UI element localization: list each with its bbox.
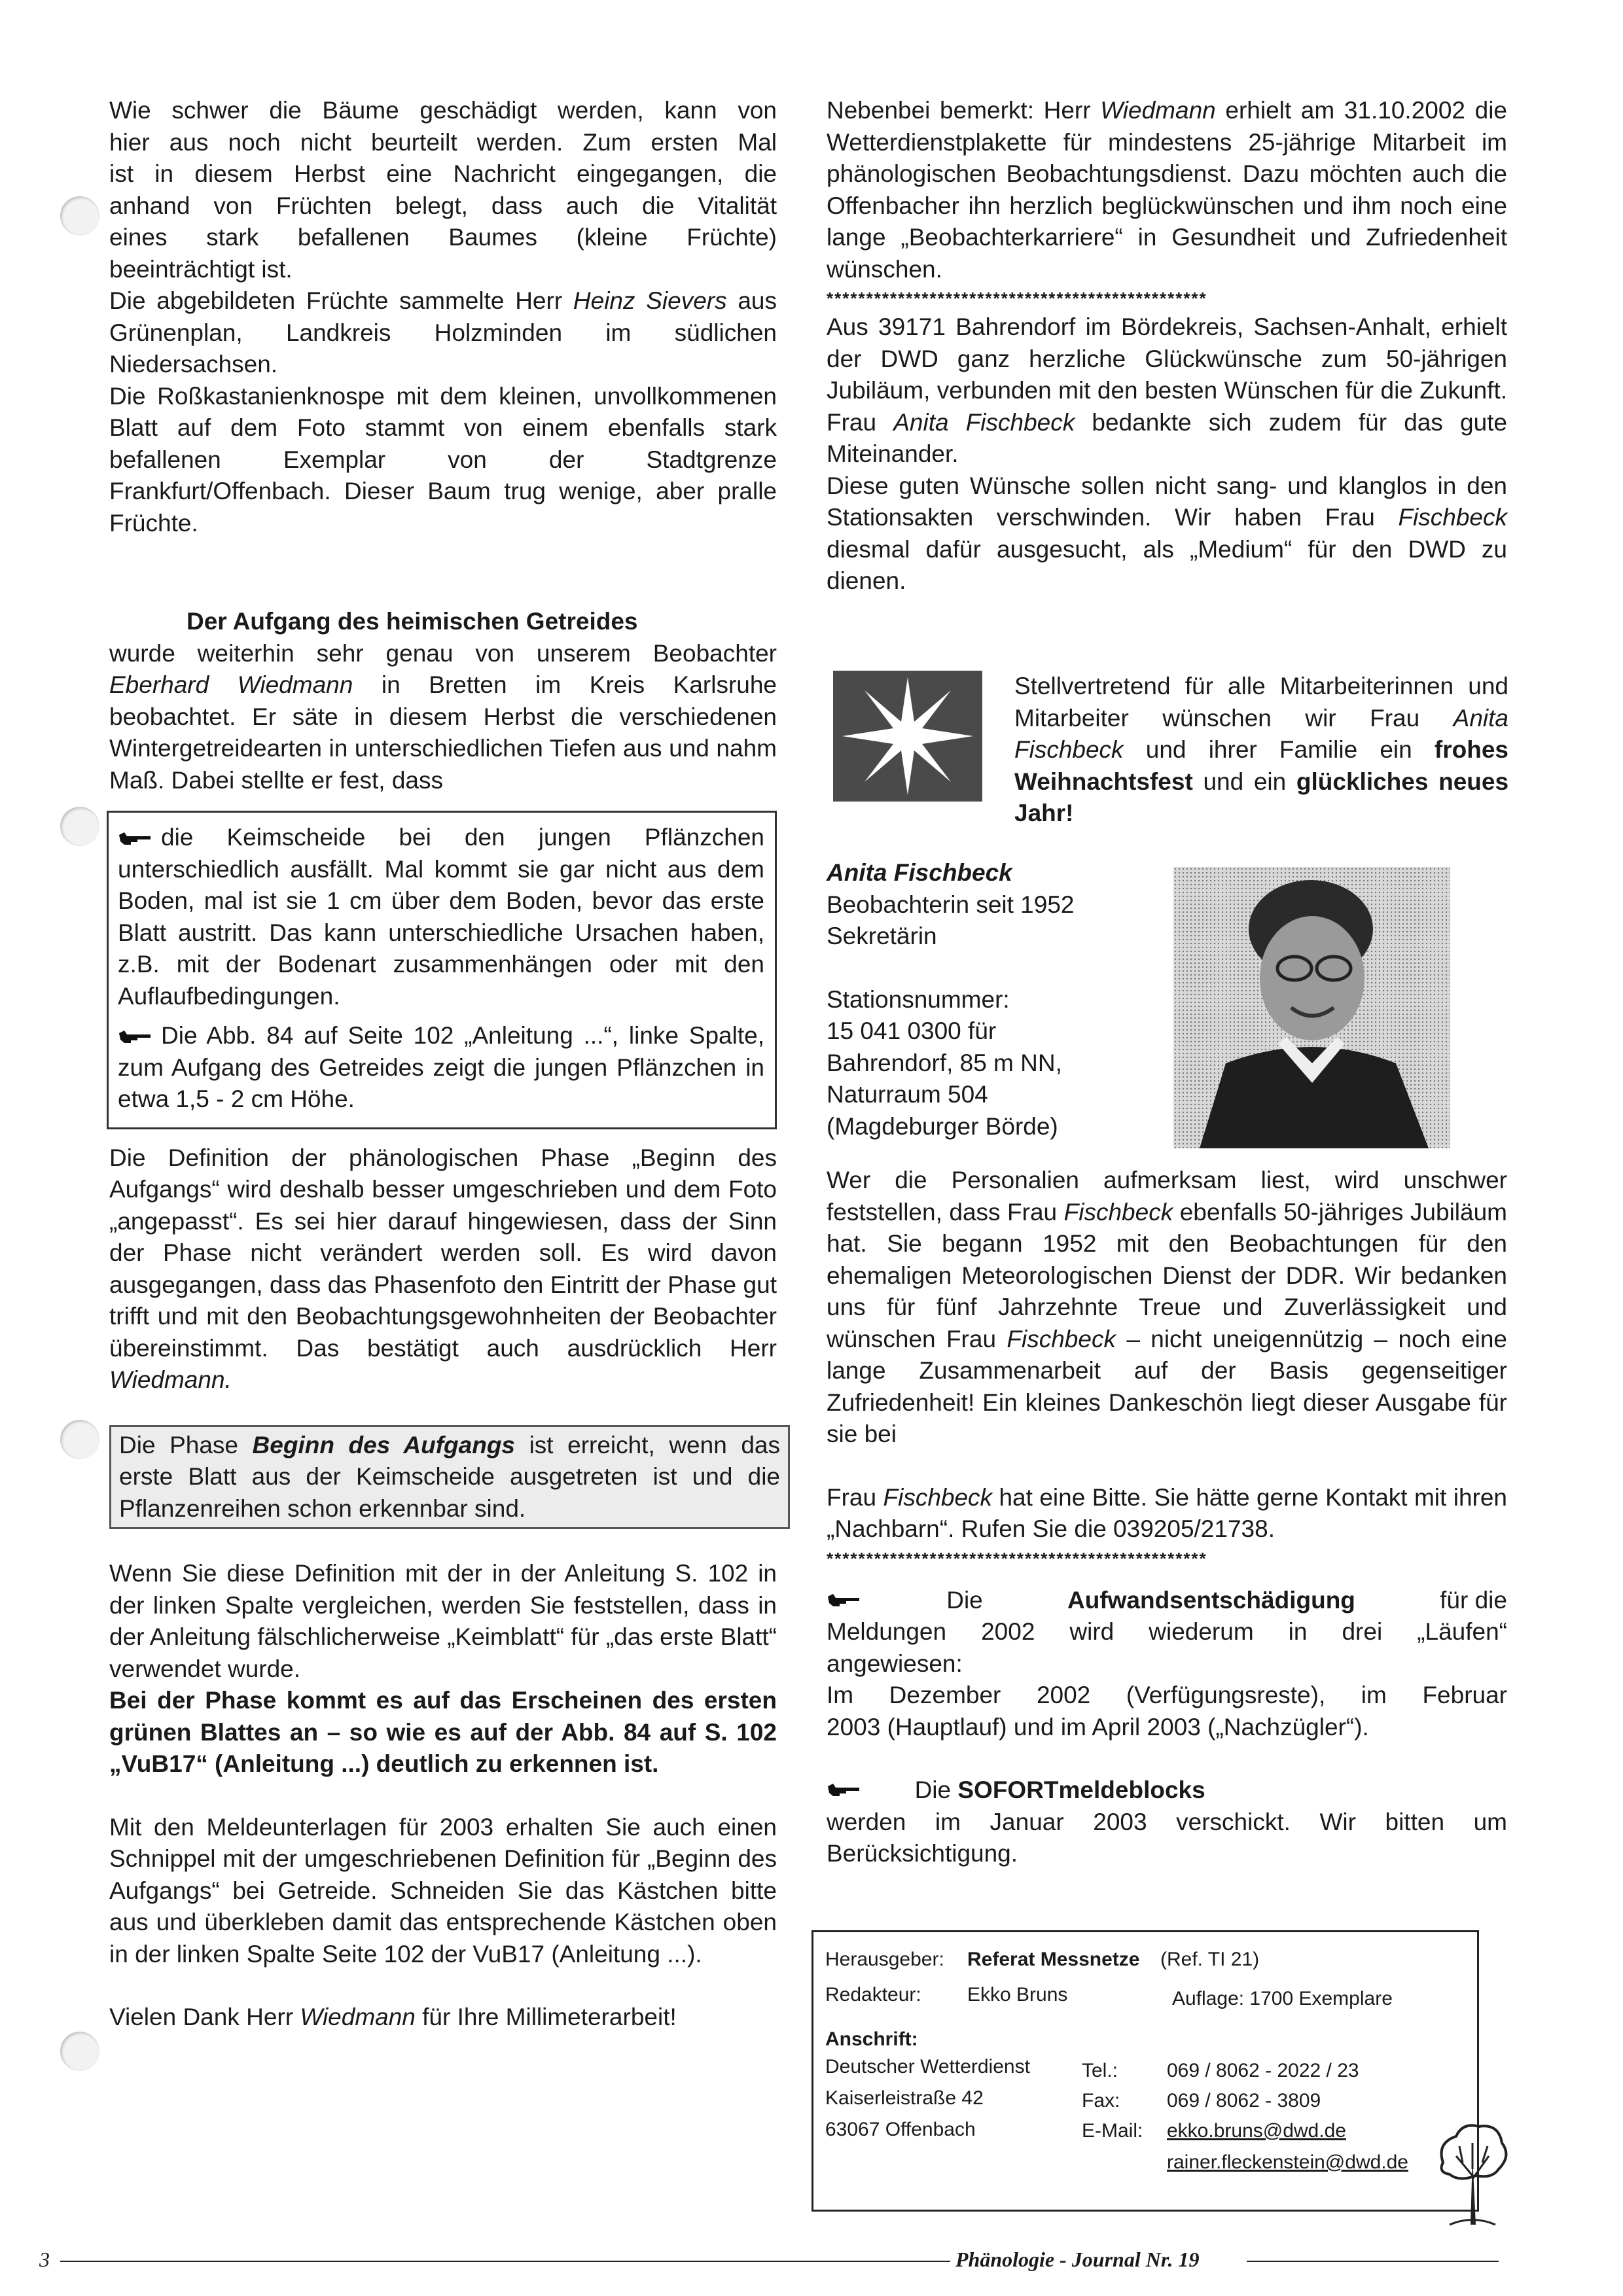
phase-name: Beginn des Aufgangs	[252, 1431, 516, 1458]
person-name: Fischbeck	[1063, 1198, 1173, 1226]
paragraph-bold: Bei der Phase kommt es auf das Erscheinen des ersten grünen Blattes an – so wie es auf der Abb. 84 auf S. 102 „VuB17“ (Anleitung ...) deutlich zu erkennen ist.	[109, 1687, 777, 1777]
left-column	[109, 95, 780, 2034]
phase-definition-box: Die Phase Beginn des Aufgangs ist erreicht, wenn das erste Blatt aus der Keimscheide ausgetreten ist und die Pflanzenreihen schon erkennbar sind.	[109, 1425, 790, 1530]
person-name: Anita Fischbeck	[893, 408, 1075, 436]
punch-hole	[60, 196, 99, 236]
paragraph-medium: Diese guten Wünsche sollen nicht sang- und klanglos in den Stationsakten verschwinden. Wir haben Frau Fischbeck diesmal dafür ausgesucht, als „Medium“ für den DWD zu dienen.	[827, 472, 1508, 594]
person-details: Anita Fischbeck Beobachterin seit 1952 Sekretärin Stationsnummer: 15 041 0300 für Bahrendorf, 85 m NN, Naturraum 504 (Magdeburger Börde)	[827, 859, 1075, 1140]
paragraph-aufwand: Die Aufwandsentschädigung für die	[827, 1585, 1507, 1617]
para-line: Wie schwer die Bäume geschädigt werden, kann von	[109, 97, 777, 124]
paragraph-meldeunterlagen: Mit den Meldeunterlagen für 2003 erhalten Sie auch einen Schnippel mit der umgeschriebenen Definition für „Beginn des Aufgangs“ bei Getreide. Schneiden Sie das Kästchen bitte aus und überkleben damit das entsprechende Kästchen oben in der linken Spalte Seite 102 der VuB17 (Anleitung ...).	[109, 1813, 777, 1968]
person-name: Wiedmann	[300, 2004, 416, 2030]
person-name: Wiedmann	[1100, 97, 1216, 124]
person-name: Anita Fischbeck	[827, 859, 1012, 886]
page-number: 3	[39, 2248, 50, 2271]
right-column	[827, 95, 1507, 597]
punch-hole	[60, 807, 99, 846]
paragraph-sievers: Die abgebildeten Früchte sammelte Herr Heinz Sievers aus Grünenplan, Landkreis Holzminden im südlichen Niedersachsen.	[109, 287, 777, 378]
christmas-star-image	[833, 671, 982, 802]
email-link[interactable]: rainer.fleckenstein@dwd.de	[1167, 2151, 1408, 2173]
impressum-box: Herausgeber: Referat Messnetze (Ref. TI 21) Redakteur: Ekko Bruns Auflage: 1700 Exemplare Anschrift: Deutscher Wetterdienst Kaiserleistraße 42 63067 Offenbach Tel.: 069 / 8062 - 2022 / 23 Fax: 069 / 8062 - 3809 E-Mail: ekko.bruns@dwd.de rainer.fleckenstein@dwd.de	[812, 1930, 1479, 2212]
para-line: anhand von Früchten belegt, dass auch die Vitalität	[109, 192, 777, 219]
para-line: ist in diesem Herbst eine Nachricht eingegangen, die	[109, 160, 777, 187]
star-separator: ************************************************	[827, 1548, 1207, 1568]
paragraph-sofort: Die SOFORTmeldeblocks	[827, 1775, 1507, 1807]
pointing-hand-icon	[118, 1020, 161, 1052]
person-name: Wiedmann.	[109, 1366, 232, 1393]
christmas-greeting: Stellvertretend für alle Mitarbeiterinnen und Mitarbeiter wünschen wir Frau Anita Fischbeck und ihrer Familie ein frohes Weihnachtsfest und ein glückliches neues Jahr!	[1014, 673, 1509, 826]
person-name: Fischbeck	[1007, 1325, 1116, 1352]
paragraph-thanks: Vielen Dank Herr Wiedmann für Ihre Millimeterarbeit!	[109, 2004, 677, 2030]
email-link[interactable]: ekko.bruns@dwd.de	[1167, 2120, 1346, 2142]
pointing-hand-icon	[118, 822, 161, 854]
para-line: hier aus noch nicht beurteilt werden. Zum ersten Mal	[109, 128, 777, 156]
para-line: eines stark befallenen Baumes (kleine Früchte)	[109, 224, 777, 251]
observation-box	[107, 811, 777, 1129]
star-separator: ************************************************	[827, 289, 1207, 308]
tree-logo-icon	[1430, 2117, 1515, 2231]
punch-hole	[60, 2032, 99, 2071]
person-name: Heinz Sievers	[573, 287, 727, 314]
person-name: Fischbeck	[883, 1483, 993, 1511]
journal-title: Phänologie - Journal Nr. 19	[955, 2248, 1200, 2271]
person-name: Anita Fischbeck	[1014, 704, 1508, 763]
pointing-hand-icon	[827, 1776, 862, 1803]
person-name: Fischbeck	[1398, 504, 1508, 531]
section-heading: Der Aufgang des heimischen Getreides	[187, 608, 638, 635]
para-line: beeinträchtigt ist.	[109, 255, 293, 283]
box-item: Die Abb. 84 auf Seite 102 „Anleitung ...“, linke Spalte, zum Aufgang des Getreides zeigt die jungen Pflänzchen in etwa 1,5 - 2 cm Höhe.	[118, 1020, 764, 1116]
paragraph-plakette: Nebenbei bemerkt: Herr Wiedmann erhielt am 31.10.2002 die Wetterdienstplakette für mindestens 25-jährige Mitarbeit im phänologischen Beobachtungsdienst. Dazu möchten auch die Offenbacher ihn herzlich beglückwünschen und ihm noch eine lange „Beobachterkarriere“ in Gesundheit und Zufriedenheit wünschen.	[827, 97, 1508, 283]
person-name: Eberhard Wiedmann	[109, 671, 353, 698]
box-item: die Keimscheide bei den jungen Pflänzchen unterschiedlich ausfällt. Mal kommt sie gar nicht aus dem Boden, mal ist sie 1 cm über dem Boden, bevor das erste Blatt austritt. Das kann unterschiedliche Ursachen haben, z.B. mit der Bodenart zusammenhängen oder mit den Auflaufbedingungen.	[118, 822, 764, 1012]
paragraph-kontakt: Frau Fischbeck hat eine Bitte. Sie hätte gerne Kontakt mit ihren „Nachbarn“. Rufen Sie die 039205/21738.	[827, 1483, 1507, 1542]
paragraph-bahrendorf: Aus 39171 Bahrendorf im Bördekreis, Sachsen-Anhalt, erhielt der DWD ganz herzliche Glückwünsche zum 50-jährigen Jubiläum, verbunden mit den besten Wünschen für die Zukunft. Frau Anita Fischbeck bedankte sich zudem für das gute Miteinander.	[827, 313, 1508, 467]
page-footer	[39, 2248, 1499, 2274]
paragraph-wiedmann: wurde weiterhin sehr genau von unserem Beobachter Eberhard Wiedmann in Bretten im Kreis Karlsruhe beobachtet. Er säte in diesem Herbst die verschiedenen Wintergetreidearten in unterschiedlichen Tiefen aus und nahm Maß. Dabei stellte er fest, dass	[109, 639, 777, 794]
punch-hole	[60, 1420, 99, 1459]
right-lower: Wer die Personalien aufmerksam liest, wird unschwer feststellen, dass Frau Fischbeck ebenfalls 50-jähriges Jubiläum hat. Sie begann 1952 mit den Beobachtungen für den ehemaligen Meteorologischen Dienst der DDR. Wir bedanken uns für fünf Jahrzehnte Treue und Zuverlässigkeit und wünschen Frau Fischbeck – nicht uneigennützig – noch eine lange Zusammenarbeit auf der Basis gegenseitiger Zufriedenheit! Ein kleines Dankeschön liegt dieser Ausgabe für sie bei Frau Fischbeck hat eine Bitte. Sie hätte gerne Kontakt mit ihren „Nachbarn“. Rufen Sie die 039205/21738. ************************************************ Die Aufwandsentschädigung für die Meldungen 2002 wird wiederum in drei „Läufen“ angewiesen: Im Dezember 2002 (Verfügungsreste), im Februar 2003 (Hauptlauf) und im April 2003 („Nachzügler“). Die SOFORTmeldeblocks werden im Januar 2003 verschickt. Wir bitten um Berücksichtigung.	[827, 1165, 1507, 1870]
paragraph-compare: Wenn Sie diese Definition mit der in der Anleitung S. 102 in der linken Spalte vergleichen, werden Sie feststellen, dass in der Anleitung fälschlicherweise „Keimblatt“ für „das erste Blatt“ verwendet wurde.	[109, 1560, 777, 1682]
portrait-photo	[1173, 867, 1450, 1148]
paragraph-definition: Die Definition der phänologischen Phase „Beginn des Aufgangs“ wird deshalb besser umgeschrieben und dem Foto „angepasst“. Es sei hier darauf hingewiesen, dass der Sinn der Phase nicht verändert werden soll. Es wird davon ausgegangen, dass das Phasenfoto den Eintritt der Phase gut trifft und mit den Beobachtungsgewohnheiten der Beobachter übereinstimmt. Das bestätigt auch ausdrücklich Herr Wiedmann.	[109, 1144, 777, 1393]
pointing-hand-icon	[827, 1585, 862, 1617]
paragraph-kastanie: Die Roßkastanienknospe mit dem kleinen, unvollkommenen Blatt auf dem Foto stammt von einem ebenfalls stark befallenen Exemplar von der Stadtgrenze Frankfurt/Offenbach. Dieser Baum trug wenige, aber pralle Früchte.	[109, 382, 777, 537]
paragraph-jubilaeum: Wer die Personalien aufmerksam liest, wird unschwer feststellen, dass Frau Fischbeck ebenfalls 50-jähriges Jubiläum hat. Sie begann 1952 mit den Beobachtungen für den ehemaligen Meteorologischen Dienst der DDR. Wir bedanken uns für fünf Jahrzehnte Treue und Zuverlässigkeit und wünschen Frau Fischbeck – nicht uneigennützig – noch eine lange Zusammenarbeit auf der Basis gegenseitiger Zufriedenheit! Ein kleines Dankeschön liegt dieser Ausgabe für sie bei	[827, 1167, 1508, 1447]
